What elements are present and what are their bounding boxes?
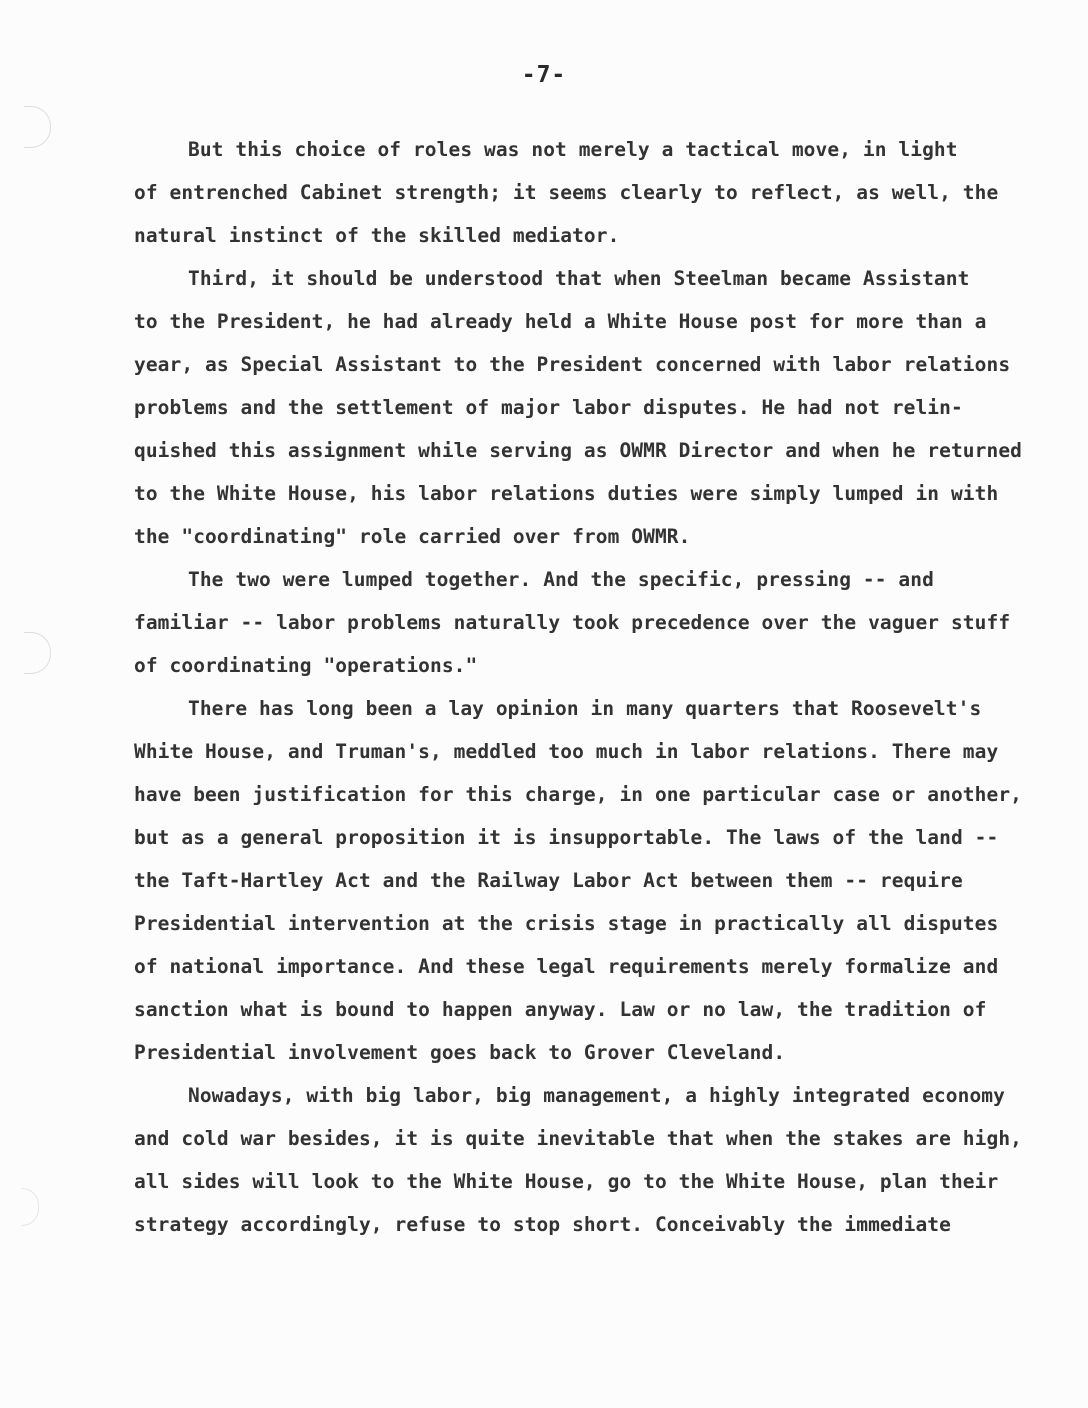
text-line: to the White House, his labor relations duties were simply lumped in with [134,482,999,505]
punch-hole-mark [24,632,51,674]
text-line: and cold war besides, it is quite inevitable that when the stakes are high, [134,1127,1022,1150]
text-line: all sides will look to the White House, go to the White House, plan their [134,1170,999,1193]
text-line: of coordinating "operations." [134,654,478,677]
text-line: But this choice of roles was not merely a tactical move, in light [188,138,958,161]
text-line: The two were lumped together. And the specific, pressing -- and [188,568,934,591]
text-line: Presidential intervention at the crisis stage in practically all disputes [134,912,999,935]
page-number: -7- [521,62,567,88]
text-line: strategy accordingly, refuse to stop short. Conceivably the immediate [134,1213,951,1236]
text-line: Third, it should be understood that when Steelman became Assistant [188,267,970,290]
text-line: Presidential involvement goes back to Grover Cleveland. [134,1041,786,1064]
punch-hole-mark [22,1188,39,1226]
body-text [134,128,1022,1246]
text-line: have been justification for this charge, in one particular case or another, [134,783,1022,806]
text-line: but as a general proposition it is insupportable. The laws of the land -- [134,826,999,849]
text-line: sanction what is bound to happen anyway. Law or no law, the tradition of [134,998,987,1021]
text-line: problems and the settlement of major labor disputes. He had not relin- [134,396,963,419]
text-line: White House, and Truman's, meddled too much in labor relations. There may [134,740,999,763]
text-line: of entrenched Cabinet strength; it seems clearly to reflect, as well, the [134,181,999,204]
text-line: Nowadays, with big labor, big management, a highly integrated economy [188,1084,1005,1107]
punch-hole-mark [24,106,51,148]
text-line: the Taft-Hartley Act and the Railway Labor Act between them -- require [134,869,963,892]
text-line: natural instinct of the skilled mediator. [134,224,620,247]
text-line: quished this assignment while serving as OWMR Director and when he returned [134,439,1022,462]
text-line: year, as Special Assistant to the President concerned with labor relations [134,353,1011,376]
text-line: There has long been a lay opinion in many quarters that Roosevelt's [188,697,982,720]
text-line: familiar -- labor problems naturally took precedence over the vaguer stuff [134,611,1011,634]
text-line: of national importance. And these legal requirements merely formalize and [134,955,999,978]
text-line: the "coordinating" role carried over from OWMR. [134,525,691,548]
text-line: to the President, he had already held a White House post for more than a [134,310,987,333]
